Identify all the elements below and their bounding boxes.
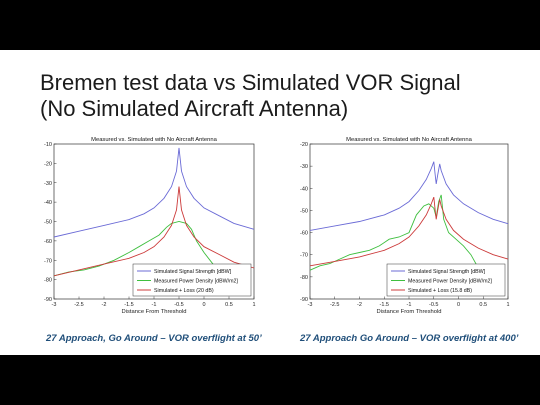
- y-tick-label: -20: [300, 142, 308, 148]
- x-tick-label: -0.5: [429, 302, 439, 308]
- x-tick-label: -2.5: [74, 302, 84, 308]
- legend-entry: Simulated + Loss (20 dB): [154, 288, 214, 294]
- x-tick-label: -2.5: [330, 302, 340, 308]
- legend-entry: Measured Power Density [dBW/m2]: [154, 278, 238, 285]
- y-tick-label: -80: [44, 277, 52, 284]
- x-tick-label: 0.5: [225, 302, 233, 308]
- x-tick-label: -3: [307, 302, 313, 308]
- x-tick-label: 0.5: [479, 302, 488, 308]
- y-tick-label: -30: [44, 180, 52, 187]
- y-tick-label: -60: [44, 238, 52, 245]
- x-axis-label: Distance From Threshold: [121, 309, 187, 315]
- right-chart: [292, 134, 514, 326]
- x-tick-label: -1: [151, 302, 157, 308]
- chart-title: Measured vs. Simulated with No Aircraft Antenna: [91, 137, 217, 143]
- legend-entry: Simulated Signal Strength [dBW]: [154, 269, 232, 275]
- x-tick-label: 1: [506, 302, 510, 308]
- y-tick-label: -20: [44, 161, 52, 168]
- y-tick-label: -10: [44, 142, 52, 148]
- slide-title-line-2: (No Simulated Aircraft Antenna): [40, 96, 349, 121]
- slide: [0, 50, 540, 355]
- chart-title: Measured vs. Simulated with No Aircraft Antenna: [346, 137, 472, 143]
- x-tick-label: -0.5: [174, 302, 184, 308]
- right-chart-caption: 27 Approach Go Around – VOR overflight at 400’: [300, 333, 519, 344]
- x-tick-label: -1.5: [124, 302, 134, 308]
- y-tick-label: -30: [300, 164, 308, 171]
- left-chart: [36, 134, 260, 326]
- slide-title: [40, 70, 520, 122]
- x-tick-label: 0: [456, 302, 461, 308]
- x-tick-label: -2: [357, 302, 362, 308]
- legend-entry: Measured Power Density [dBW/m2]: [408, 278, 492, 285]
- x-tick-label: -1.5: [379, 302, 389, 308]
- y-tick-label: -70: [300, 252, 308, 259]
- x-tick-label: -3: [51, 302, 57, 308]
- x-tick-label: -2: [101, 302, 107, 308]
- legend-entry: Simulated Signal Strength [dBW]: [408, 269, 486, 275]
- y-tick-label: -70: [44, 258, 52, 265]
- left-chart-caption: 27 Approach, Go Around – VOR overflight at 50’: [46, 333, 262, 344]
- slide-title-line-1: Bremen test data vs Simulated VOR Signal: [40, 70, 461, 95]
- x-tick-label: 0: [202, 302, 206, 308]
- y-tick-label: -40: [300, 186, 308, 193]
- x-tick-label: -1: [406, 302, 412, 308]
- x-tick-label: 1: [252, 302, 256, 308]
- x-axis-label: Distance From Threshold: [376, 309, 442, 315]
- y-tick-label: -90: [300, 297, 308, 303]
- legend-entry: Simulated + Loss (15.8 dB): [408, 288, 473, 294]
- y-tick-label: -40: [44, 200, 52, 207]
- y-tick-label: -60: [300, 230, 308, 237]
- y-tick-label: -80: [300, 274, 308, 281]
- y-tick-label: -50: [44, 219, 52, 226]
- y-tick-label: -90: [44, 297, 52, 303]
- y-tick-label: -50: [300, 208, 308, 215]
